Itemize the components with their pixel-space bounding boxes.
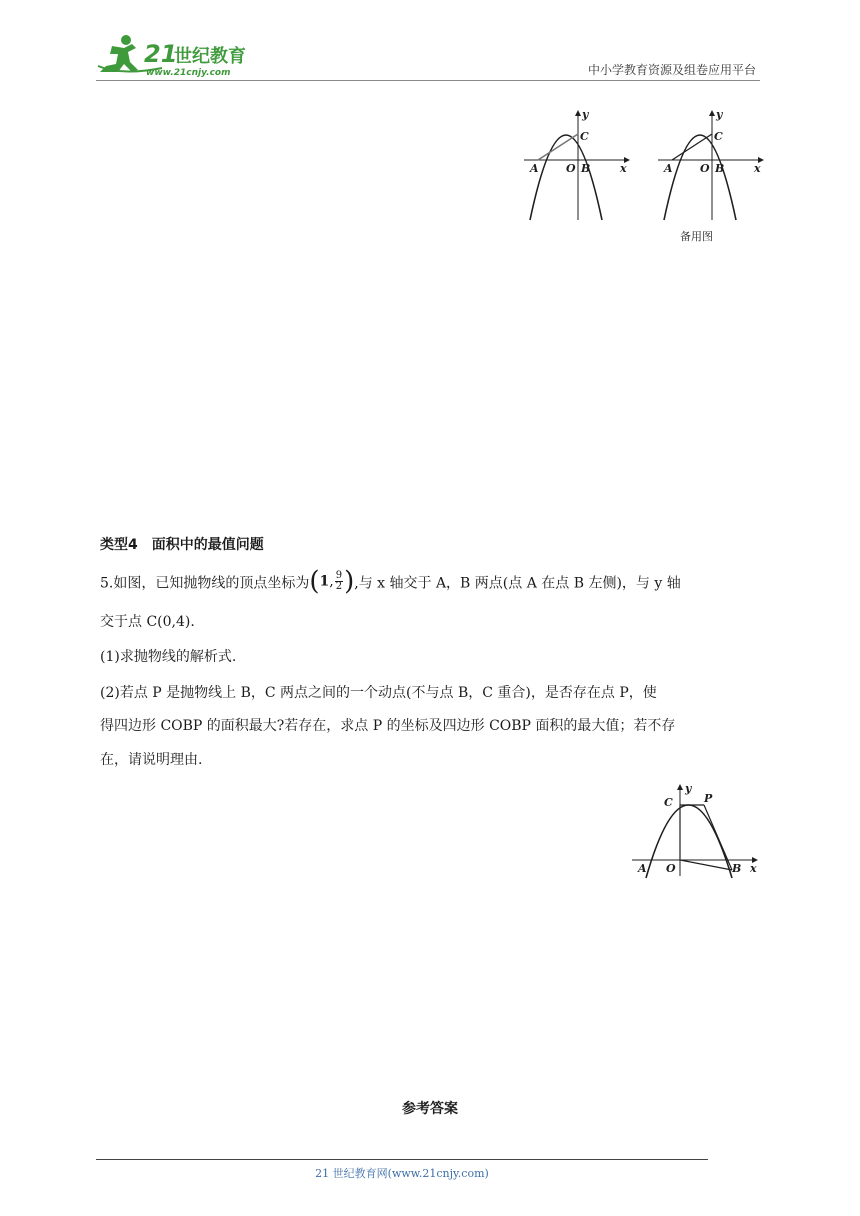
header-divider — [96, 80, 760, 81]
problem-line-1 — [100, 566, 681, 597]
point-c-label: C — [664, 796, 673, 809]
problem-intro-rest: ,与 x 轴交于 A，B 两点(点 A 在点 B 左侧)，与 y 轴 — [354, 575, 681, 592]
problem-line-2: 交于点 C(0,4). — [100, 614, 195, 630]
problem-part-2-line-1: (2)若点 P 是抛物线上 B，C 两点之间的一个动点(不与点 B，C 重合)，是否存在点 P，使 — [100, 685, 657, 701]
site-logo — [92, 32, 262, 78]
vertex-y-numerator: 9 — [335, 570, 343, 581]
point-a-label: A — [530, 162, 539, 175]
origin-label: O — [666, 862, 676, 875]
origin-label: O — [566, 162, 576, 175]
problem-part-1: (1)求抛物线的解析式. — [100, 649, 237, 665]
answers-heading: 参考答案 — [402, 1101, 458, 1117]
header-platform-text: 中小学教育资源及组卷应用平台 — [587, 63, 756, 77]
vertex-x: 1 — [319, 573, 330, 590]
problem-part-2-line-2: 得四边形 COBP 的面积最大?若存在，求点 P 的坐标及四边形 COBP 面积的最大值；若不存 — [100, 718, 676, 734]
y-axis-label: y — [716, 108, 723, 121]
figure-problem-parabola — [628, 780, 764, 880]
origin-label: O — [700, 162, 710, 175]
x-axis-label: x — [754, 162, 761, 175]
point-c-label: C — [714, 130, 723, 143]
point-a-label: A — [664, 162, 673, 175]
problem-intro: 5.如图，已知抛物线的顶点坐标为 — [100, 575, 310, 592]
x-axis-label: x — [620, 162, 627, 175]
footer-link[interactable]: 21 世纪教育网(www.21cnjy.com) — [315, 1167, 489, 1180]
point-b-label: B — [581, 162, 591, 175]
problem-part-2-line-3: 在，请说明理由. — [100, 752, 203, 768]
figure-parabola-spare — [658, 108, 764, 243]
logo-chinese: 世纪教育 — [174, 46, 246, 67]
logo-number: 21 — [144, 40, 178, 68]
point-b-label: B — [732, 862, 742, 875]
x-axis-label: x — [750, 862, 757, 875]
spare-figure-caption: 备用图 — [680, 230, 713, 243]
point-p-label: P — [704, 792, 713, 805]
point-b-label: B — [715, 162, 725, 175]
point-c-label: C — [580, 130, 589, 143]
section-heading: 类型4 面积中的最值问题 — [100, 537, 264, 553]
vertex-y-denominator: 2 — [335, 581, 343, 592]
top-figures — [520, 108, 770, 248]
y-axis-label: y — [685, 782, 692, 795]
vertex-y-fraction — [335, 571, 343, 592]
figure-parabola-main — [524, 108, 630, 220]
footer-divider — [96, 1159, 708, 1160]
logo-url: www.21cnjy.com — [146, 68, 231, 78]
y-axis-label: y — [582, 108, 589, 121]
vertex-coordinate: (1, $\frac{9}{2}$ ) — [309, 566, 355, 597]
point-a-label: A — [638, 862, 647, 875]
